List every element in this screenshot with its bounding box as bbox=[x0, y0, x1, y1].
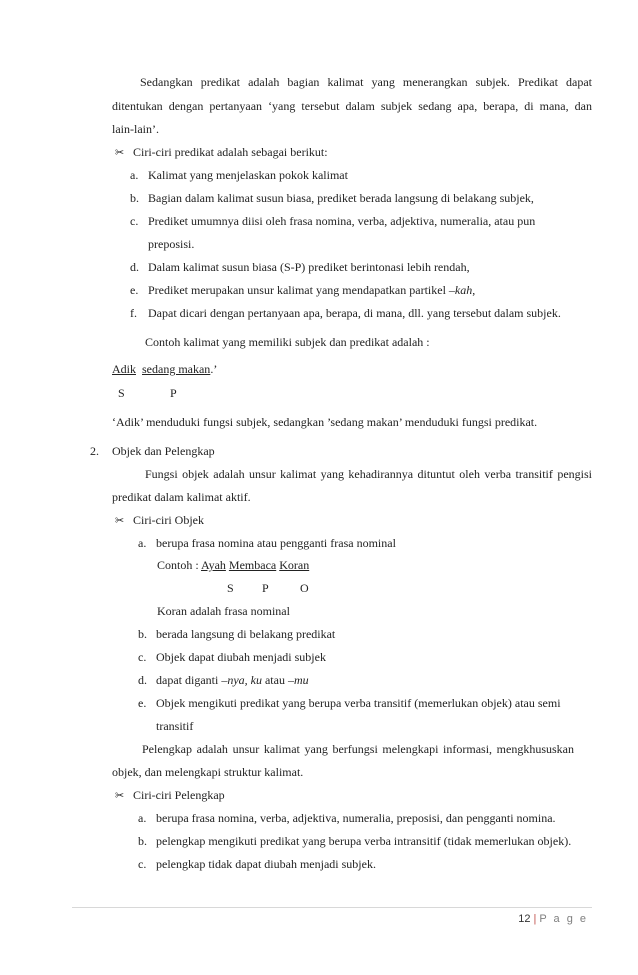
contoh-explain: ‘Adik’ menduduki fungsi subjek, sedangkan ’sedang makan’ menduduki fungsi predikat. bbox=[112, 415, 538, 429]
footer-divider bbox=[72, 907, 592, 908]
label-p: P bbox=[262, 581, 269, 595]
list-item: a. berupa frasa nomina, verba, adjektiva, numeralia, preposisi, dan pengganti nomina. bbox=[138, 811, 556, 825]
contoh-objek: Contoh : Ayah Membaca Koran bbox=[157, 558, 310, 572]
scissors-icon: ✂ bbox=[115, 146, 125, 159]
page-footer bbox=[518, 913, 588, 925]
pelengkap-para-line2: objek, dan melengkapi struktur kalimat. bbox=[112, 765, 304, 779]
label-s: S bbox=[227, 581, 234, 595]
ciri-pelengkap-heading: ✂ Ciri-ciri Pelengkap bbox=[115, 788, 225, 802]
scissors-icon: ✂ bbox=[115, 514, 125, 527]
contoh-sentence: Adik sedang makan.’ bbox=[112, 362, 218, 376]
objek-note: Koran adalah frasa nominal bbox=[157, 604, 290, 618]
label-p: P bbox=[170, 386, 177, 400]
list-item: e. Prediket merupakan unsur kalimat yang mendapatkan partikel –kah, bbox=[130, 283, 476, 297]
list-item: c. pelengkap tidak dapat diubah menjadi subjek. bbox=[138, 857, 376, 871]
predikat-para-line1: Sedangkan predikat adalah bagian kalimat yang menerangkan subjek. Predikat dapat bbox=[140, 75, 592, 89]
list-item: d. Dalam kalimat susun biasa (S-P) prediket berintonasi lebih rendah, bbox=[130, 260, 470, 274]
contoh-intro: Contoh kalimat yang memiliki subjek dan predikat adalah : bbox=[145, 335, 430, 349]
objek-para-line1: Fungsi objek adalah unsur kalimat yang kehadirannya dituntut oleh verba transitif pengisi bbox=[145, 467, 592, 481]
list-item: a. berupa frasa nomina atau pengganti frasa nominal bbox=[138, 536, 396, 550]
list-item: f. Dapat dicari dengan pertanyaan apa, berapa, di mana, dll. yang tersebut dalam subjek. bbox=[130, 306, 561, 320]
predikat-para-line3: lain-lain’. bbox=[112, 122, 159, 136]
label-s: S bbox=[118, 386, 125, 400]
page-number: 12 bbox=[518, 913, 531, 925]
list-item: b. pelengkap mengikuti predikat yang berupa verba intransitif (tidak memerlukan objek). bbox=[138, 834, 572, 848]
list-item: a. Kalimat yang menjelaskan pokok kalimat bbox=[130, 168, 348, 182]
label-o: O bbox=[300, 581, 309, 595]
ciri-predikat-heading: ✂ Ciri-ciri predikat adalah sebagai berikut: bbox=[115, 145, 328, 159]
pelengkap-para-line1: Pelengkap adalah unsur kalimat yang berfungsi melengkapi informasi, mengkhususkan bbox=[142, 742, 574, 756]
list-item: b. Bagian dalam kalimat susun biasa, prediket berada langsung di belakang subjek, bbox=[130, 191, 534, 205]
list-item: d. dapat diganti –nya, ku atau –mu bbox=[138, 673, 309, 687]
list-item: c. Prediket umumnya diisi oleh frasa nomina, verba, adjektiva, numeralia, atau pun bbox=[130, 214, 536, 228]
page-label: P a g e bbox=[539, 913, 588, 925]
list-item: e. Objek mengikuti predikat yang berupa verba transitif (memerlukan objek) atau semi bbox=[138, 696, 561, 710]
predikat-para-line2: ditentukan dengan pertanyaan ‘yang tersebut dalam subjek sedang apa, berapa, di mana, dan bbox=[112, 99, 592, 113]
scissors-icon: ✂ bbox=[115, 789, 125, 802]
list-item-continuation: transitif bbox=[156, 719, 194, 733]
list-item: b. berada langsung di belakang predikat bbox=[138, 627, 336, 641]
list-item-continuation: preposisi. bbox=[148, 237, 195, 251]
objek-para-line2: predikat dalam kalimat aktif. bbox=[112, 490, 251, 504]
footer-separator: | bbox=[533, 913, 537, 925]
list-item: c. Objek dapat diubah menjadi subjek bbox=[138, 650, 326, 664]
section-heading: 2. Objek dan Pelengkap bbox=[90, 444, 215, 458]
ciri-objek-heading: ✂ Ciri-ciri Objek bbox=[115, 513, 204, 527]
